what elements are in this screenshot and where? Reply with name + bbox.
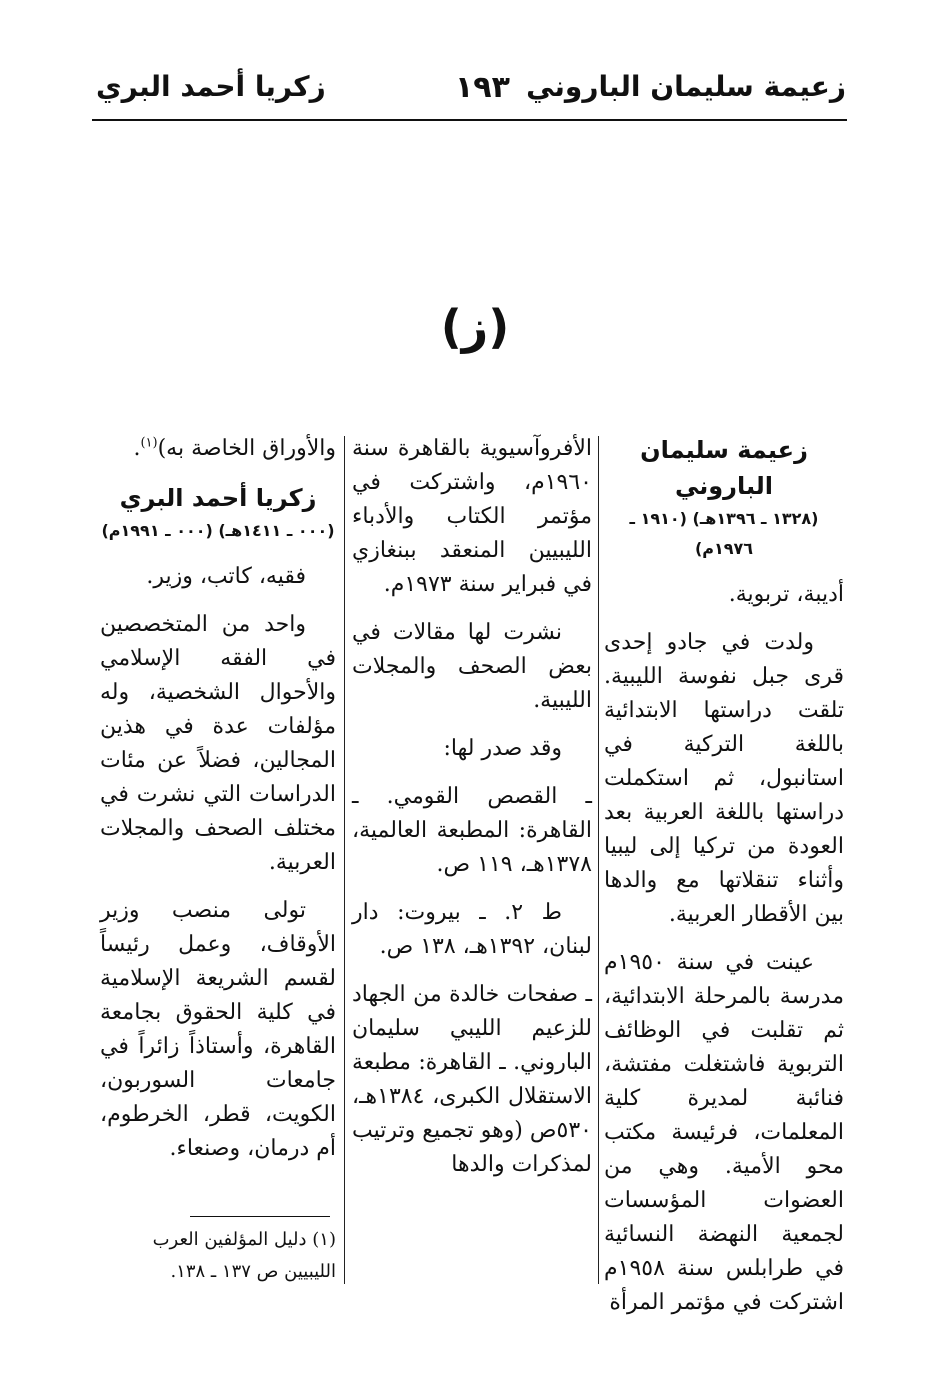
paragraph: تولى منصب وزير الأوقاف، وعمل رئيساً لقسم الشريعة الإسلامية في كلية الحقوق بجامعة القاهرة، وأستاذاً زائراً في جامعات السوربون، الكويت، قطر، الخرطوم، أم درمان، وصنعاء. (100, 898, 336, 1161)
paragraph: ـ القصص القومي. ـ القاهرة: المطبعة العالمية، ١٣٧٨هـ، ١١٩ ص. (352, 784, 592, 877)
paragraph: أديبة، تربوية. (728, 582, 844, 607)
entry-title: زعيمة سليمان الباروني (640, 436, 808, 500)
paragraph: نشرت لها مقالات في بعض الصحف والمجلات الليبية. (352, 620, 592, 713)
paragraph: ط ٢. ـ بيروت: دار لبنان، ١٣٩٢هـ، ١٣٨ ص. (352, 900, 592, 959)
paragraph-end: . (133, 436, 141, 461)
column-right (604, 432, 844, 1334)
paragraph: عينت في سنة ١٩٥٠م مدرسة بالمرحلة الابتدائية، ثم تقلبت في الوظائف التربوية فاشتغلت مفتشة، فنائبة لمديرة كلية المعلمات، فرئيسة مكتب محو الأمية. وهي من العضوات المؤسسات لجمعية النهضة النسائية في طرابلس سنة ١٩٥٨م اشتركت في مؤتمر المرأة (604, 950, 844, 1315)
paragraph: فقيه، كاتب، وزير. (146, 564, 306, 589)
running-header-left: زكريا أحمد البري (96, 70, 326, 103)
column-divider (344, 436, 345, 1284)
paragraph: ـ صفحات خالدة من الجهاد للزعيم الليبي سليمان الباروني. ـ القاهرة: مطبعة الاستقلال الكبرى، ١٣٨٤هـ، ٥٣٠ص (وهو تجميع وترتيب لمذكرات والدها (352, 982, 592, 1177)
page-number: ١٩٣ (455, 70, 510, 105)
entry-title: زكريا أحمد البري (119, 484, 317, 512)
footnote-reference: (١) (140, 435, 158, 451)
column-middle (352, 432, 592, 1196)
paragraph (100, 432, 336, 466)
paragraph: الأفروآسيوية بالقاهرة سنة ١٩٦٠م، واشتركت في مؤتمر الكتاب والأدباء الليبيين المنعقد ببنغازي في فبراير سنة ١٩٧٣م. (352, 436, 592, 597)
paragraph: وقد صدر لها: (443, 736, 562, 761)
footnote-rule (190, 1216, 330, 1217)
column-left (100, 432, 336, 1180)
paragraph: ولدت في جادو إحدى قرى جبل نفوسة الليبية. تلقت دراستها الابتدائية باللغة التركية في استانبول، ثم استكملت دراستها باللغة العربية بعد العودة من تركيا إلى ليبيا وأثناء تنقلاتها مع والدها بين الأقطار العربية. (604, 630, 844, 927)
entry-dates: (١٣٢٨ ـ ١٣٩٦هـ) (١٩١٠ ـ ١٩٧٦م) (629, 509, 819, 558)
column-divider (598, 436, 599, 1284)
running-header-right: زعيمة سليمان الباروني (526, 70, 846, 103)
section-letter: (ز) (440, 300, 510, 354)
entry-dates: (٠٠٠ ـ ١٤١١هـ) (٠٠٠ ـ ١٩٩١م) (101, 521, 335, 540)
footnote: (١) دليل المؤلفين العرب الليبيين ص ١٣٧ ـ ١٣٨. (152, 1229, 336, 1282)
paragraph-text: والأوراق الخاصة به) (157, 436, 336, 461)
header-rule (92, 119, 847, 121)
paragraph: واحد من المتخصصين في الفقه الإسلامي والأحوال الشخصية، وله مؤلفات عدة في هذين المجالين، فضلاً عن مئات الدراسات التي نشرت في مختلف الصحف والمجلات العربية. (100, 612, 336, 875)
